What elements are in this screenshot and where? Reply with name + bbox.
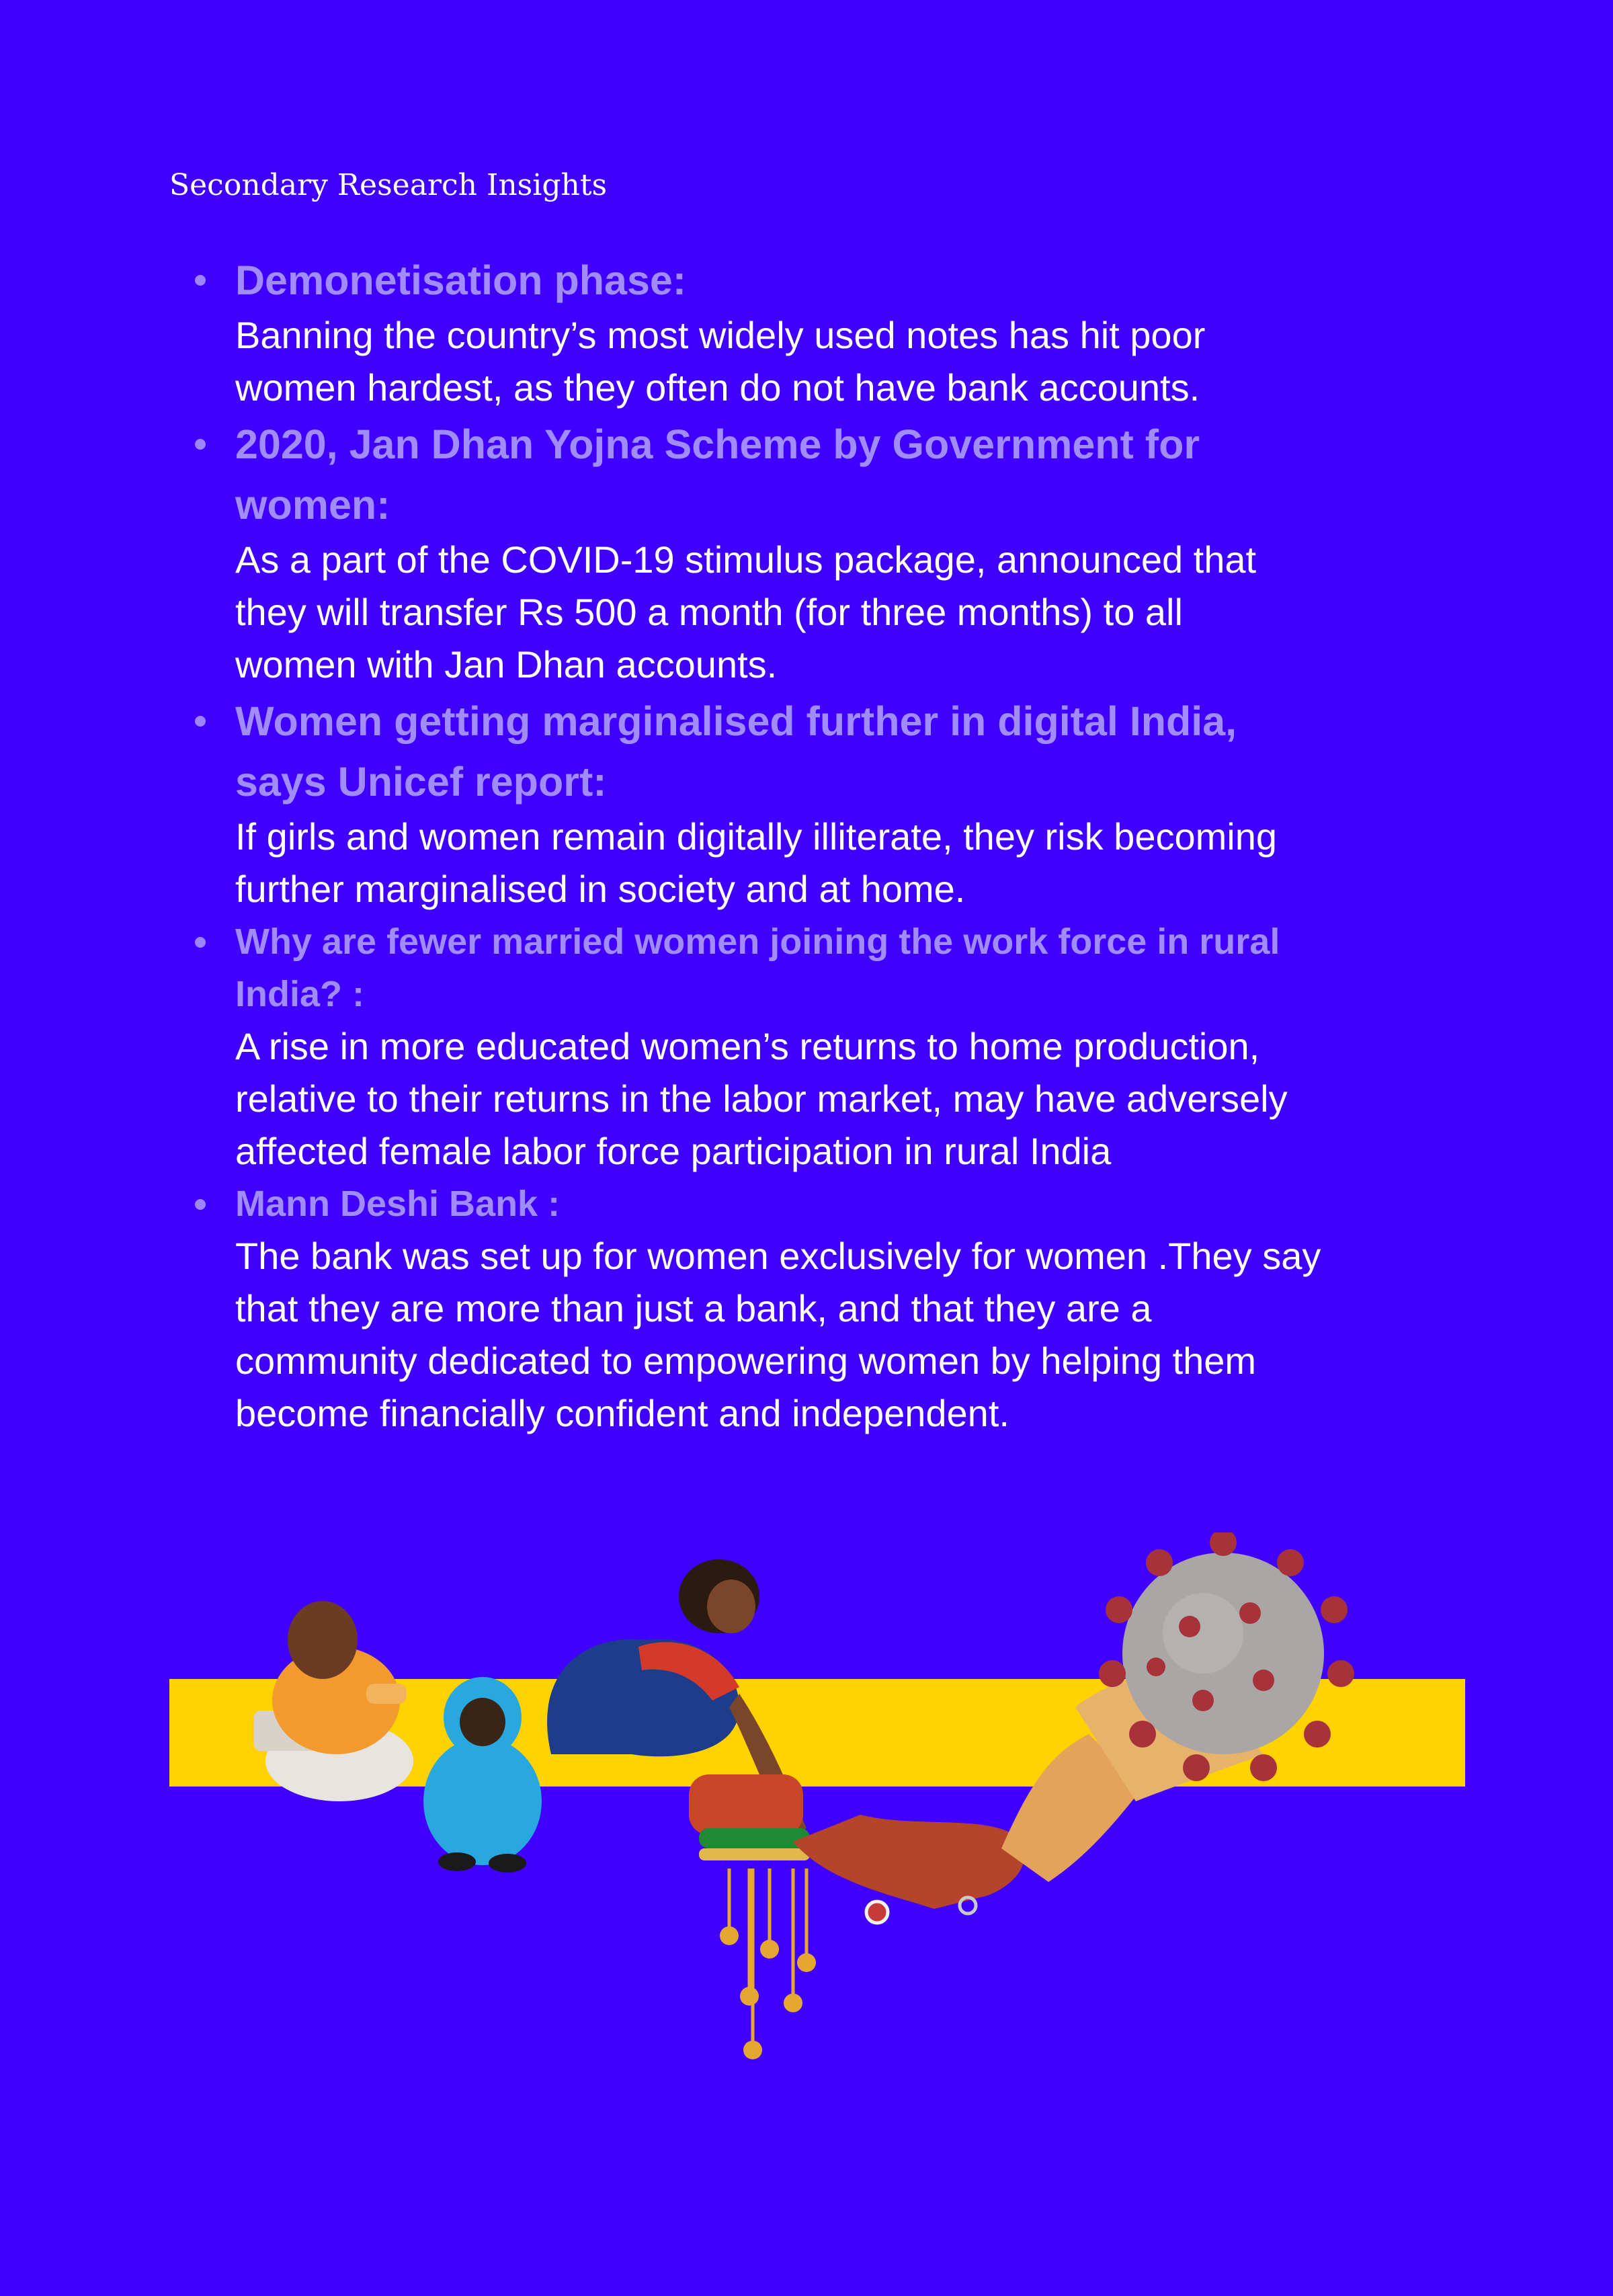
bullet-icon [195,1199,206,1210]
insight-text: Banning the country’s most widely used notes has hit poor women hardest, as they often do not have bank accounts. [235,314,1206,409]
woman-reaching-photo [547,1559,816,2059]
insight-text: A rise in more educated women’s returns to home production, relative to their returns in the labor market, may have adversely affected female labor force participation in rural India [235,1025,1288,1172]
insight-heading: Why are fewer married women joining the work force in rural India? : [235,921,1280,1014]
insight-heading: Mann Deshi Bank : [235,1184,561,1224]
insight-heading: Women getting marginalised further in digital India, says Unicef report: [235,698,1237,805]
insight-heading: 2020, Jan Dhan Yojna Scheme by Government for women: [235,421,1200,528]
bullet-icon [195,439,206,450]
list-item [235,414,1539,691]
illustration-collage [0,1532,1613,2084]
list-item [235,250,1539,414]
coronavirus-icon [1099,1532,1354,1781]
insight-text: The bank was set up for women exclusively for women .They say that they are more than just a bank, and that they are a community dedicated to empowering women by helping them become financially confident and independent. [235,1235,1321,1434]
list-item [235,915,1539,1178]
page-title: Secondary Research Insights [169,168,608,202]
list-item [235,691,1539,915]
insight-text: As a part of the COVID-19 stimulus package, announced that they will transfer Rs 500 a month (for three months) to all women with Jan Dhan accounts. [235,538,1257,686]
bullet-icon [195,716,206,727]
list-item [235,1178,1539,1440]
bullet-icon [195,275,206,286]
bullet-icon [195,937,206,948]
insight-text: If girls and women remain digitally illiterate, they risk becoming further marginalised in society and at home. [235,815,1277,910]
seated-toddler-photo [254,1601,413,1801]
insights-list [173,250,1539,1440]
insight-heading: Demonetisation phase: [235,257,687,303]
